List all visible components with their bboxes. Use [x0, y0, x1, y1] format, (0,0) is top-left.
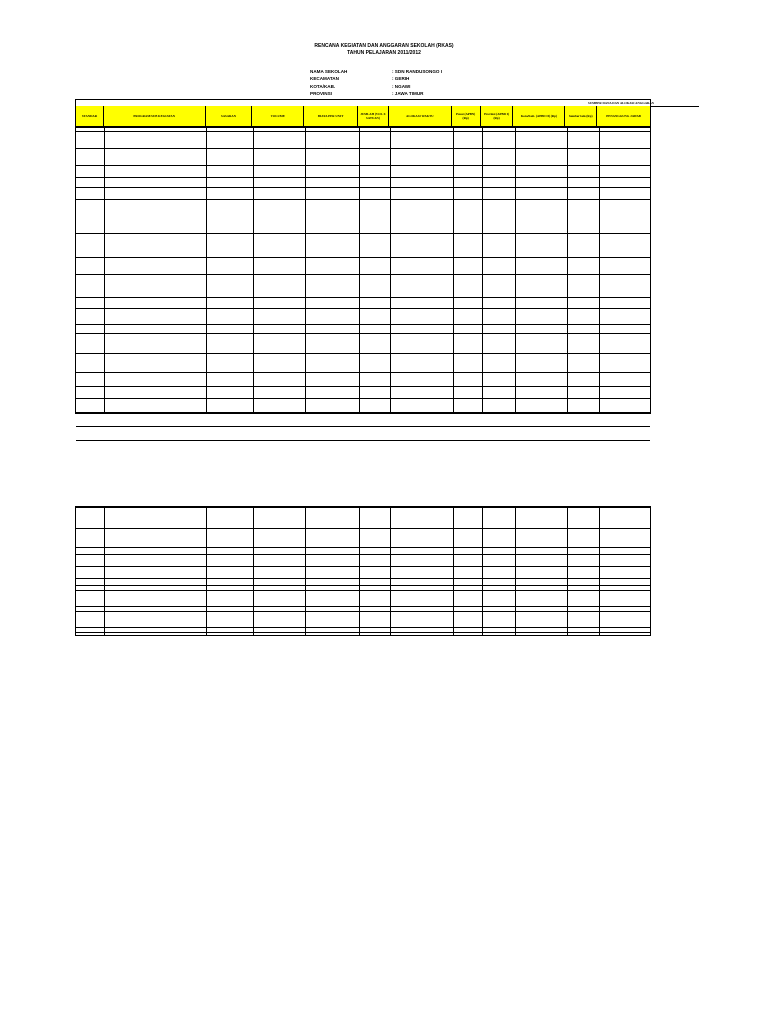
column-divider: [206, 128, 207, 413]
row-divider: [76, 257, 650, 258]
column-header: Provinsi (APBD I) (Rp): [481, 106, 514, 126]
row-divider: [76, 165, 650, 166]
row-divider: [76, 578, 650, 579]
info-label: NAMA SEKOLAH: [310, 69, 348, 74]
info-label: PROVINSI: [310, 91, 332, 97]
column-header: PENANGGUNG JAWAB: [606, 114, 641, 118]
column-divider: [104, 128, 105, 413]
info-row: [310, 75, 442, 82]
row-divider: [76, 426, 650, 427]
column-header: Kota/Kab. (APBD II) (Rp): [513, 106, 565, 126]
column-header: Sumber lain (Rp): [565, 106, 597, 126]
row-divider: [76, 398, 650, 399]
info-row: [310, 90, 442, 97]
column-divider: [482, 128, 483, 413]
info-label: KOTA/KAB.: [310, 83, 336, 89]
table-body: [76, 127, 650, 413]
rkas-table: [75, 99, 654, 414]
info-label: KECAMATAN: [310, 76, 339, 82]
row-divider: [76, 199, 650, 200]
row-divider: [76, 177, 650, 178]
info-row: [310, 83, 442, 90]
row-divider: [76, 131, 650, 132]
document-subtitle: TAHUN PELAJARAN 2011/2012: [347, 50, 421, 56]
column-header: PROGRAM/SUB KEGIATAN: [104, 106, 206, 126]
row-divider: [76, 566, 650, 567]
row-divider: [76, 372, 650, 373]
column-divider: [253, 128, 254, 413]
info-value: : JAWA TIMUR: [392, 91, 424, 97]
row-divider: [76, 353, 650, 354]
column-divider: [599, 128, 600, 413]
row-divider: [76, 440, 650, 441]
row-divider: [76, 412, 650, 413]
column-header: ALOKASI WAKTU: [389, 106, 452, 126]
table-header: [76, 106, 650, 127]
column-divider: [359, 128, 360, 413]
row-divider: [76, 528, 650, 529]
column-header: BIAYA PER UNIT: [304, 106, 358, 126]
row-divider: [76, 308, 650, 309]
row-divider: [76, 233, 650, 234]
row-divider: [76, 632, 650, 633]
row-divider: [76, 148, 650, 149]
column-header: SASARAN: [206, 106, 253, 126]
row-divider: [76, 324, 650, 325]
row-divider: [76, 554, 650, 555]
row-divider: [76, 606, 650, 607]
funding-source-header: SUMBER DANA DAN ALOKASI ANGGARAN: [543, 100, 699, 107]
rkas-table-continued: [75, 506, 651, 636]
row-divider: [76, 187, 650, 188]
table-body: [76, 507, 650, 635]
row-divider: [76, 590, 650, 591]
column-divider: [453, 128, 454, 413]
row-divider: [76, 627, 650, 628]
column-header: Pusat (APBN) (Rp): [452, 106, 481, 126]
row-divider: [76, 585, 650, 586]
row-divider: [76, 274, 650, 275]
row-divider: [76, 333, 650, 334]
column-divider: [305, 128, 306, 413]
column-header: STANDAR: [76, 106, 104, 126]
column-divider: [567, 128, 568, 413]
info-value: : SDN RANDUSONGO I: [392, 69, 443, 74]
column-header: JUMLAH (VOL X SATUAN): [358, 106, 389, 126]
row-divider: [76, 386, 650, 387]
row-divider: [76, 547, 650, 548]
row-divider: [76, 297, 650, 298]
info-value: : GERIH: [392, 76, 410, 82]
info-row: [310, 68, 442, 75]
column-divider: [390, 128, 391, 413]
column-header: VOLUME: [252, 106, 304, 126]
document-title: RENCANA KEGIATAN DAN ANGGARAN SEKOLAH (RKAS): [314, 43, 454, 49]
column-divider: [515, 128, 516, 413]
row-divider: [76, 611, 650, 612]
info-value: : NGAWI: [392, 83, 411, 89]
school-info: [310, 68, 442, 98]
